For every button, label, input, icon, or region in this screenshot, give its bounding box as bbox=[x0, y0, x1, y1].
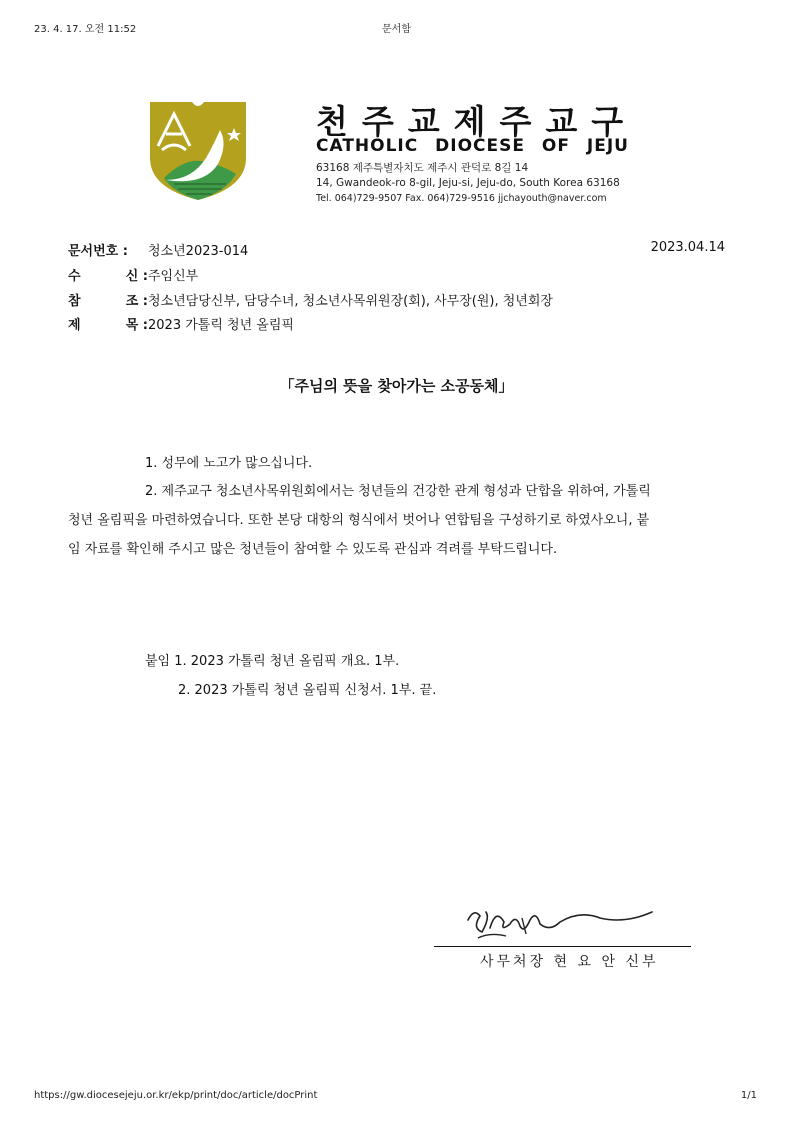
subject-value: 2023 가톨릭 청년 올림픽 bbox=[148, 318, 294, 333]
print-datetime: 23. 4. 17. 오전 11:52 bbox=[34, 24, 137, 35]
doc-number-row bbox=[68, 240, 248, 259]
handwritten-signature bbox=[460, 898, 660, 948]
recipient-row bbox=[68, 265, 198, 284]
diocese-logo bbox=[146, 100, 250, 200]
address-korean: 63168 제주특별자치도 제주시 관덕로 8길 14 bbox=[316, 162, 529, 174]
doc-date: 2023.04.14 bbox=[650, 240, 725, 255]
attachment-2: 2. 2023 가톨릭 청년 올림픽 신청서. 1부. 끝. bbox=[178, 683, 437, 698]
print-title: 문서함 bbox=[382, 24, 411, 35]
contact-info: Tel. 064)729-9507 Fax. 064)729-9516 jjchayouth@naver.com bbox=[316, 193, 607, 204]
print-url: https://gw.diocesejeju.or.kr/ekp/print/doc/article/docPrint bbox=[34, 1090, 318, 1101]
address-english: 14, Gwandeok-ro 8-gil, Jeju-si, Jeju-do, South Korea 63168 bbox=[316, 177, 620, 189]
signer-name: 사무처장 현 요 안 신부 bbox=[480, 954, 659, 970]
org-name-english: CATHOLIC DIOCESE OF JEJU bbox=[316, 136, 629, 156]
body-paragraph-1: 1. 성무에 노고가 많으십니다. bbox=[145, 456, 313, 471]
org-name-korean: 천주교제주교구 bbox=[316, 102, 638, 141]
body-paragraph-2-line-2: 청년 올림픽을 마련하였습니다. 또한 본당 대항의 형식에서 벗어나 연합팀을 구성하기로 하였사오니, 붙 bbox=[68, 513, 650, 528]
subject-label: 제 목 : bbox=[68, 318, 148, 333]
document-heading: 「주님의 뜻을 찾아가는 소공동체」 bbox=[279, 377, 514, 395]
body-paragraph-2-line-3: 임 자료를 확인해 주시고 많은 청년들이 참여할 수 있도록 관심과 격려를 부탁드립니다. bbox=[68, 542, 558, 557]
page-number: 1/1 bbox=[740, 1090, 757, 1101]
attachment-1: 붙임 1. 2023 가톨릭 청년 올림픽 개요. 1부. bbox=[145, 654, 400, 669]
cc-label: 참 조 : bbox=[68, 294, 148, 309]
signature-line bbox=[434, 946, 691, 947]
subject-row bbox=[68, 314, 294, 333]
cc-value: 청소년담당신부, 담당수녀, 청소년사목위원장(회), 사무장(원), 청년회장 bbox=[148, 294, 553, 309]
cc-row bbox=[68, 290, 553, 309]
body-paragraph-2-line-1: 2. 제주교구 청소년사목위원회에서는 청년들의 건강한 관계 형성과 단합을 위하여, 가톨릭 bbox=[145, 484, 651, 499]
recipient-value: 주임신부 bbox=[148, 269, 199, 284]
doc-number-value: 청소년2023-014 bbox=[148, 244, 249, 259]
recipient-label: 수 신 : bbox=[68, 269, 148, 284]
doc-number-label: 문서번호 : bbox=[68, 244, 128, 259]
